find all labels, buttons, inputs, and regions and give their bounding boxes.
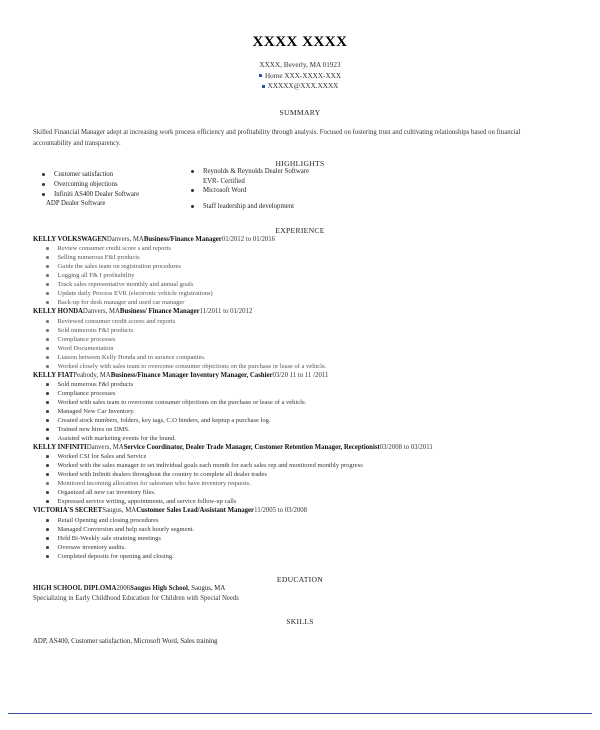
job-bullet: Worked closely with sales team to overcome consumer objections on the purchase or lease of a vehicle.: [46, 363, 326, 370]
bullet-icon: [46, 320, 49, 323]
bullet-icon: [46, 419, 49, 422]
job-bullet: Completed deposits for opening and closing.: [46, 553, 174, 560]
bullet-icon: [46, 347, 49, 350]
job-bullet: Worked CSI for Sales and Service: [46, 453, 146, 460]
job-bullet: Managed New Car Inventory.: [46, 408, 135, 415]
bullet-icon: [46, 546, 49, 549]
job-header: KELLY VOLKSWAGENDanvers, MABusiness/Finance Manager01/2012 to 01/2016: [33, 236, 276, 243]
bullet-icon: [46, 428, 49, 431]
bullet-icon: [46, 491, 49, 494]
address-line: [0, 60, 600, 71]
phone-line: [0, 71, 600, 82]
section-heading-summary: SUMMARY: [279, 108, 321, 117]
highlight-item: Customer satisfaction: [42, 171, 113, 178]
highlight-item: Staff leadership and development: [191, 203, 294, 210]
job-bullet: Reviewed consumer credit scores and reports: [46, 318, 175, 325]
job-bullet: Guide the sales team on registration procedures: [46, 263, 181, 270]
section-heading-highlights: HIGHLIGHTS: [275, 159, 325, 168]
bullet-icon: [46, 392, 49, 395]
bullet-icon: [46, 329, 49, 332]
email-text: XXXXX@XXX.XXXX: [267, 82, 339, 90]
resume-name: XXXX XXXX: [252, 34, 348, 50]
job-header: KELLY FIATPeabody, MABusiness/Finance Manager Inventory Manager, Cashier03/20 11 to 11 /2011: [33, 372, 329, 379]
education-detail: Specializing in Early Childhood Education for Children with Special Needs: [33, 595, 239, 602]
bullet-icon: [46, 455, 49, 458]
job-bullet: Compliance processes: [46, 390, 115, 397]
job-bullet: Worked with Infiniti dealers throughout the country to complete all dealer trades: [46, 471, 267, 478]
bullet-icon: [46, 365, 49, 368]
bullet-icon: [46, 383, 49, 386]
job-bullet: Compliance processes: [46, 336, 115, 343]
bottom-rule: [8, 713, 592, 714]
job-bullet: Expressed service writing, appointments, and service follow-up calls: [46, 498, 236, 505]
job-bullet: Worked with the sales manager to set individual goals each month for each sales rep and monitored monthly progress: [46, 462, 363, 469]
job-header: VICTORIA'S SECRETSaugus, MACustomer Sales Lead/Assistant Manager11/2005 to 03/2008: [33, 507, 308, 514]
bullet-icon: [46, 283, 49, 286]
highlight-item-continued: ADP Dealer Software: [46, 200, 106, 207]
summary-text: Skilled Financial Manager adept at increasing work process efficiency and profitability through analysis. Focused on fostering trust and cultivating relationships based on financial accountability and transparency.: [33, 129, 521, 147]
email-line: [0, 81, 600, 92]
bullet-icon: [46, 482, 49, 485]
job-bullet: Trained new hires on DMS.: [46, 426, 130, 433]
bullet-icon: [46, 500, 49, 503]
bullet-icon: [46, 537, 49, 540]
bullet-icon: [46, 555, 49, 558]
bullet-icon: [46, 274, 49, 277]
bullet-icon: [46, 301, 49, 304]
job-bullet: Review consumer credit score s and reports: [46, 245, 171, 252]
section-heading-experience: EXPERIENCE: [275, 226, 325, 235]
bullet-icon: [42, 193, 45, 196]
bullet-icon: [46, 247, 49, 250]
job-bullet: Selling numerous F&I products: [46, 254, 140, 261]
bullet-icon: [46, 265, 49, 268]
job-bullet: Worked with sales team to overcome consumer objections on the purchase or lease of a vehicle.: [46, 399, 306, 406]
section-heading-skills: SKILLS: [286, 617, 314, 626]
job-bullet: Back-up for desk manager and used car manager: [46, 299, 184, 306]
highlight-item: EVR- Certified: [203, 178, 245, 185]
bullet-icon: [42, 183, 45, 186]
job-bullet: Track sales representative monthly and annual goals: [46, 281, 193, 288]
job-bullet: Update daily Process EVR (electronic vehicle registrations): [46, 290, 213, 297]
job-bullet: Managed Conversion and help each hourly segment.: [46, 526, 194, 533]
job-bullet: Held Bi-Weekly sale straining meetings: [46, 535, 161, 542]
job-header: KELLY HONDADanvers, MABusiness/ Finance Manager11/2011 to 01/2012: [33, 308, 253, 315]
highlight-item: Reynolds & Reynolds Dealer Software: [191, 168, 309, 175]
contact-block: [0, 60, 600, 92]
bullet-icon: [191, 205, 194, 208]
bullet-icon: [46, 519, 49, 522]
bullet-square-icon: [259, 74, 262, 77]
bullet-icon: [46, 338, 49, 341]
job-bullet: Word Documentation: [46, 345, 113, 352]
highlight-item: Microsoft Word: [191, 187, 246, 194]
job-bullet: Sold numerous F&I products: [46, 327, 133, 334]
bullet-icon: [46, 256, 49, 259]
job-bullet: Created stock numbers, folders, key tags, C.O binders, and keptup a purchase log.: [46, 417, 271, 424]
highlight-item: Infiniti AS400 Dealer Software: [42, 191, 139, 198]
job-bullet: Sold numerous F&I products: [46, 381, 133, 388]
bullet-icon: [191, 170, 194, 173]
bullet-icon: [46, 410, 49, 413]
bullet-icon: [46, 473, 49, 476]
job-bullet: Retail Opening and closing procedures: [46, 517, 159, 524]
bullet-icon: [46, 464, 49, 467]
job-bullet: Liaison between Kelly Honda and in surance companies.: [46, 354, 206, 361]
job-bullet: Organized all new car inventory files.: [46, 489, 156, 496]
bullet-icon: [46, 528, 49, 531]
section-heading-education: EDUCATION: [276, 575, 324, 584]
job-bullet: Assisted with marketing events for the brand.: [46, 435, 176, 442]
skills-text: ADP, AS400, Customer satisfaction, Microsoft Word, Sales training: [33, 638, 218, 645]
bullet-icon: [46, 292, 49, 295]
job-bullet: Monitored incoming allocation for salesman who have inventory requests.: [46, 480, 251, 487]
bullet-icon: [42, 173, 45, 176]
job-bullet: Oversaw inventory audits.: [46, 544, 126, 551]
bullet-square-icon: [262, 85, 265, 88]
highlight-item: Overcoming objections: [42, 181, 118, 188]
job-bullet: Logging all F& I profitability: [46, 272, 134, 279]
job-header: KELLY INFINITIDanvers, MAService Coordinator, Dealer Trade Manager, Customer Retention Manager, Receptionist03/2008 to 03/2011: [33, 444, 433, 451]
bullet-icon: [191, 189, 194, 192]
address-text: XXXX, Beverly, MA 01923: [259, 61, 341, 69]
bullet-icon: [46, 356, 49, 359]
education-line: HIGH SCHOOL DIPLOMA2006Saugus High School, Saugus, MA: [33, 585, 226, 592]
bullet-icon: [46, 401, 49, 404]
phone-text: Home XXX-XXXX-XXX: [264, 71, 342, 80]
bullet-icon: [46, 437, 49, 440]
